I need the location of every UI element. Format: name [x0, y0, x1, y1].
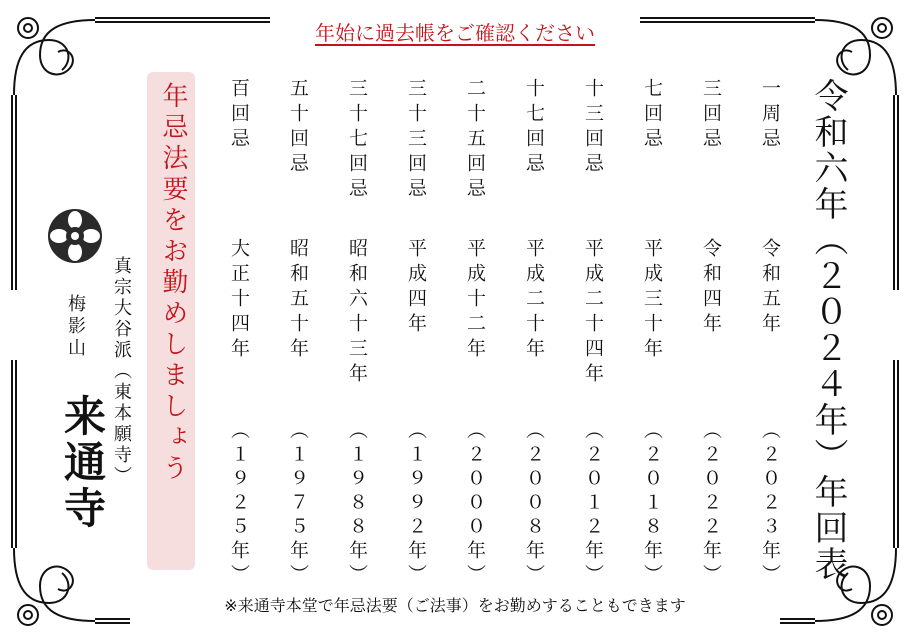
memorial-column — [344, 78, 384, 588]
memorial-name: 二十五回忌 — [464, 78, 486, 203]
header-notice — [0, 17, 910, 46]
memorial-year: （１９９２年） — [405, 420, 427, 588]
memorial-column — [403, 78, 443, 588]
memorial-column — [757, 78, 797, 588]
memorial-year: （２０００年） — [464, 420, 486, 588]
memorial-era: 平成四年 — [405, 238, 427, 338]
memorial-name: 百回忌 — [228, 78, 250, 153]
memorial-column — [285, 78, 325, 588]
memorial-year: （２０１２年） — [582, 420, 604, 588]
temple-sect: 真宗大谷派（東本願寺） — [111, 256, 132, 487]
memorial-name: 三十七回忌 — [346, 78, 368, 203]
memorial-year: （２０２２年） — [700, 420, 722, 588]
memorial-column — [462, 78, 502, 588]
memorial-column — [698, 78, 738, 588]
memorial-column — [639, 78, 679, 588]
family-crest-icon — [47, 208, 103, 264]
memorial-era: 令和五年 — [759, 238, 781, 338]
memorial-era: 平成二十四年 — [582, 238, 604, 388]
memorial-era: 大正十四年 — [228, 238, 250, 363]
temple-mountain-name: 梅影山 — [65, 294, 86, 360]
memorial-era: 令和四年 — [700, 238, 722, 338]
memorial-column — [580, 78, 620, 588]
footer-note: ※来通寺本堂で年忌法要（ご法事）をお勤めすることもできます — [224, 596, 686, 615]
memorial-name: 七回忌 — [641, 78, 663, 153]
memorial-name: 十七回忌 — [523, 78, 545, 178]
memorial-year: （２０２３年） — [759, 420, 781, 588]
page-title: 令和六年（２０２４年）年回表 — [808, 78, 848, 582]
memorial-era: 昭和六十三年 — [346, 238, 368, 388]
memorial-era: 平成十二年 — [464, 238, 486, 363]
memorial-name: 三回忌 — [700, 78, 722, 153]
memorial-column — [226, 78, 266, 588]
memorial-year: （２００８年） — [523, 420, 545, 588]
memorial-era: 昭和五十年 — [287, 238, 309, 363]
memorial-year: （１９８８年） — [346, 420, 368, 588]
memorial-year: （２０１８年） — [641, 420, 663, 588]
memorial-year: （１９７５年） — [287, 420, 309, 588]
memorial-column — [521, 78, 561, 588]
memorial-era: 平成三十年 — [641, 238, 663, 363]
memorial-name: 十三回忌 — [582, 78, 604, 178]
temple-name: 来通寺 — [58, 394, 107, 532]
banner-text: 年忌法要をお勤めしましょう — [158, 82, 188, 485]
memorial-name: 三十三回忌 — [405, 78, 427, 203]
header-notice-text: 年始に過去帳をご確認ください — [315, 21, 595, 45]
memorial-name: 五十回忌 — [287, 78, 309, 178]
memorial-era: 平成二十年 — [523, 238, 545, 363]
memorial-year: （１９２５年） — [228, 420, 250, 588]
memorial-name: 一周忌 — [759, 78, 781, 153]
memorial-service-banner — [147, 72, 195, 570]
